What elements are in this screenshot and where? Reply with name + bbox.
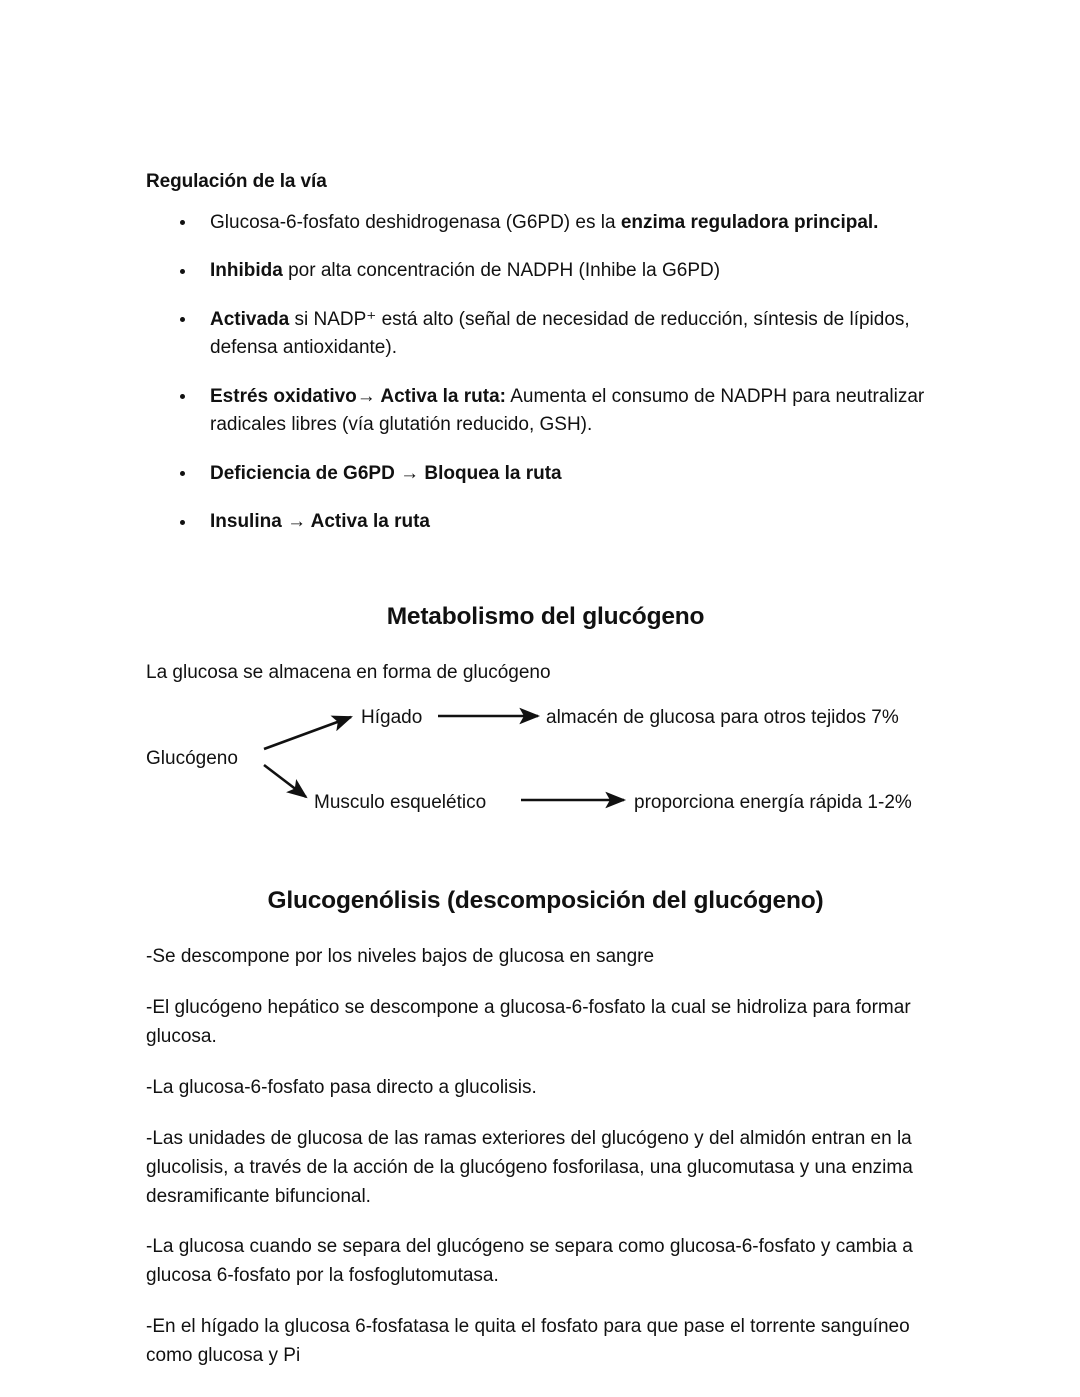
bullet-text-bold: enzima reguladora principal. — [620, 211, 879, 233]
section-glucogenolisis — [146, 885, 945, 1370]
regulacion-bullet-list — [146, 209, 945, 537]
bullet-text-plain: Aumenta el consumo de NADPH para neutralizar radicales libres (vía glutatión reducido, GSH). — [210, 385, 925, 436]
arrow-glucogeno-to-musculo — [264, 765, 306, 797]
glucogenolisis-paragraphs — [146, 943, 945, 1371]
diagram-node-glucogeno: Glucógeno — [146, 748, 238, 770]
paragraph: -En el hígado la glucosa 6-fosfatasa le quita el fosfato para que pase el torrente sanguíneo como glucosa y Pi — [146, 1316, 910, 1366]
bullet-dot-icon — [180, 394, 185, 399]
diagram-node-musculo-esqueletico: Musculo esquelético — [314, 792, 487, 814]
bullet-dot-icon — [180, 471, 185, 476]
list-item — [146, 306, 945, 363]
bullet-text-plain: por alta concentración de NADPH (Inhibe la G6PD) — [282, 260, 721, 282]
spacer — [146, 537, 945, 601]
paragraph: -Las unidades de glucosa de las ramas exteriores del glucógeno y del almidón entran en la glucolisis, a través de la acción de la glucógeno fosforilasa, una glucomutasa y una enzima desramificante bifuncional. — [146, 1127, 913, 1207]
list-item — [146, 508, 945, 537]
bullet-dot-icon — [180, 269, 185, 274]
section-metabolismo-del-glucogeno — [146, 601, 945, 822]
diagram-outcome-musculo: proporciona energía rápida 1-2% — [634, 792, 912, 814]
section-title-glucogenolisis: Glucogenólisis (descomposición del glucógeno) — [267, 887, 824, 915]
glycogen-distribution-diagram — [146, 701, 946, 821]
bullet-text-bold: Activada — [210, 308, 290, 330]
bullet-dot-icon — [180, 220, 185, 225]
bullet-text-bold: Deficiencia de G6PD → Bloquea la ruta — [210, 462, 562, 484]
bullet-dot-icon — [180, 317, 185, 322]
diagram-outcome-higado: almacén de glucosa para otros tejidos 7% — [546, 707, 899, 729]
bullet-text-plain: Glucosa-6-fosfato deshidrogenasa (G6PD) es la — [210, 211, 621, 233]
diagram-node-higado: Hígado — [361, 707, 423, 729]
bullet-text-bold: Estrés oxidativo→ Activa la ruta: — [210, 385, 507, 407]
list-item — [146, 209, 945, 238]
spacer — [146, 821, 945, 885]
list-item — [146, 460, 945, 489]
bullet-text-bold: Inhibida — [210, 260, 283, 282]
bullet-text-bold: Insulina → Activa la ruta — [210, 511, 430, 533]
paragraph: -El glucógeno hepático se descompone a glucosa-6-fosfato la cual se hidroliza para formar glucosa. — [146, 997, 911, 1047]
bullet-text-plain: si NADP⁺ está alto (señal de necesidad de reducción, síntesis de lípidos, defensa antioxidante). — [210, 308, 910, 359]
section-heading-regulacion: Regulación de la vía — [146, 171, 327, 192]
metabolismo-intro-text: La glucosa se almacena en forma de glucógeno — [146, 661, 551, 683]
section-regulacion-de-la-via — [146, 170, 945, 537]
section-title-metabolismo: Metabolismo del glucógeno — [386, 602, 705, 630]
list-item — [146, 257, 945, 286]
spacer — [146, 633, 945, 659]
spacer — [146, 917, 945, 943]
paragraph: -La glucosa cuando se separa del glucógeno se separa como glucosa-6-fosfato y cambia a glucosa 6-fosfato por la fosfoglutomutasa. — [146, 1236, 913, 1287]
bullet-dot-icon — [180, 520, 185, 525]
list-item — [146, 383, 945, 440]
paragraph: -Se descompone por los niveles bajos de glucosa en sangre — [146, 946, 655, 968]
paragraph: -La glucosa-6-fosfato pasa directo a glucolisis. — [146, 1076, 537, 1098]
arrow-glucogeno-to-higado — [264, 717, 351, 749]
